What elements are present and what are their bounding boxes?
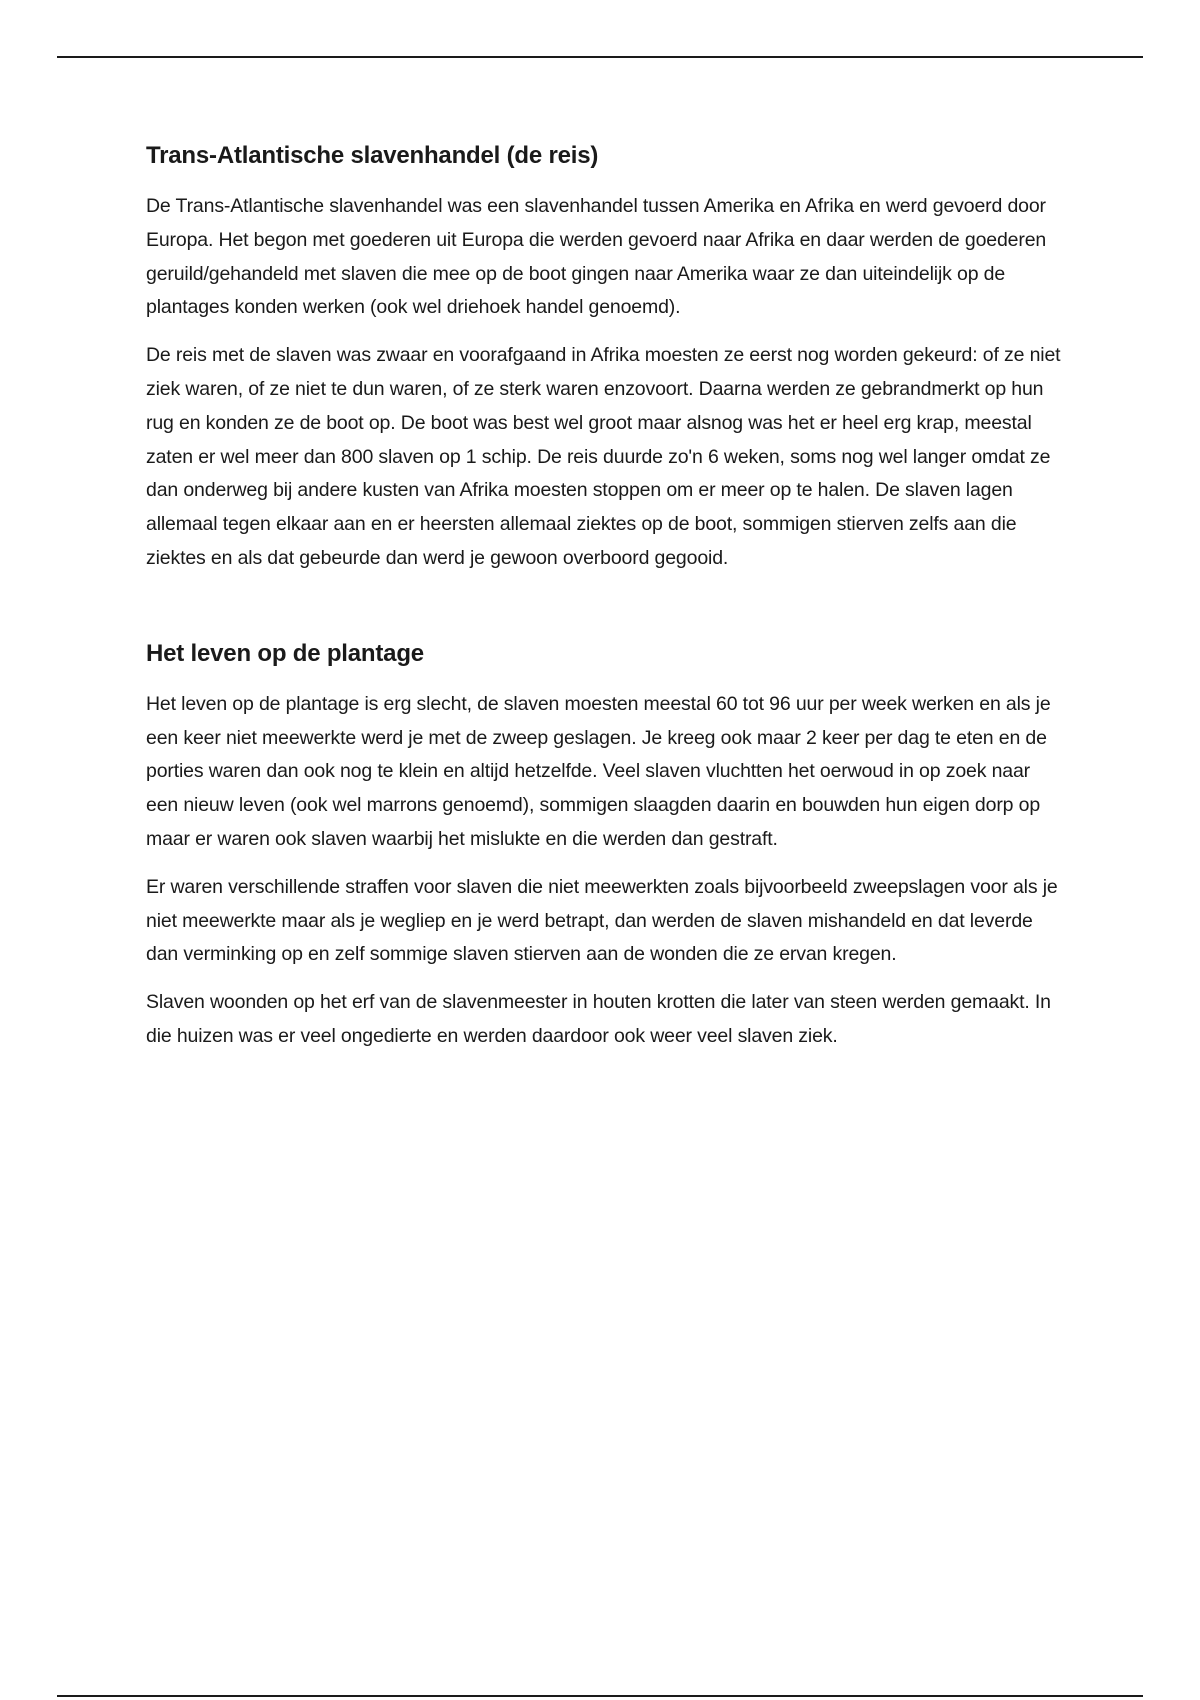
top-divider (57, 56, 1143, 58)
paragraph: De Trans-Atlantische slavenhandel was een slavenhandel tussen Amerika en Afrika en werd gevoerd door Europa. Het begon met goederen uit Europa die werden gevoerd naar Afrika en daar werden de goederen geruild/gehandeld met slaven die mee op de boot gingen naar Amerika waar ze dan uiteindelijk op de plantages konden werken (ook wel driehoek handel genoemd). (146, 195, 1047, 319)
section-plantation-life (146, 638, 1066, 1054)
paragraph: Er waren verschillende straffen voor slaven die niet meewerkten zoals bijvoorbeeld zweepslagen voor als je niet meewerkte maar als je wegliep en je werd betrapt, dan werden de slaven mishandeld en dat leverde dan verminking op en zelf sommige slaven stierven aan de wonden die ze ervan kregen. (146, 875, 1058, 966)
section-heading: Het leven op de plantage (146, 639, 424, 667)
paragraph: De reis met de slaven was zwaar en voorafgaand in Afrika moesten ze eerst nog worden gekeurd: of ze niet ziek waren, of ze niet te dun waren, of ze sterk waren enzovoort. Daarna werden ze gebrandmerkt op hun rug en konden ze de boot op. De boot was best wel groot maar alsnog was het er heel erg krap, meestal zaten er wel meer dan 800 slaven op 1 schip. De reis duurde zo'n 6 weken, soms nog wel langer omdat ze dan onderweg bij andere kusten van Afrika moesten stoppen om er meer op te halen. De slaven lagen allemaal tegen elkaar aan en er heersten allemaal ziektes op de boot, sommigen stierven zelfs aan die ziektes en als dat gebeurde dan werd je gewoon overboord gegooid. (146, 344, 1061, 569)
bottom-divider (57, 1695, 1143, 1697)
paragraph: Het leven op de plantage is erg slecht, de slaven moesten meestal 60 tot 96 uur per week werken en als je een keer niet meewerkte werd je met de zweep geslagen. Je kreeg ook maar 2 keer per dag te eten en de porties waren dan ook nog te klein en altijd hetzelfde. Veel slaven vluchtten het oerwoud in op zoek naar een nieuw leven (ook wel marrons genoemd), sommigen slaagden daarin en bouwden hun eigen dorp op maar er waren ook slaven waarbij het mislukte en die werden dan gestraft. (146, 692, 1051, 850)
section-slave-trade (146, 140, 1066, 576)
section-heading: Trans-Atlantische slavenhandel (de reis) (146, 142, 599, 169)
document-body (146, 140, 1066, 1068)
paragraph: Slaven woonden op het erf van de slavenmeester in houten krotten die later van steen werden gemaakt. In die huizen was er veel ongedierte en werden daardoor ook weer veel slaven ziek. (146, 991, 1051, 1047)
